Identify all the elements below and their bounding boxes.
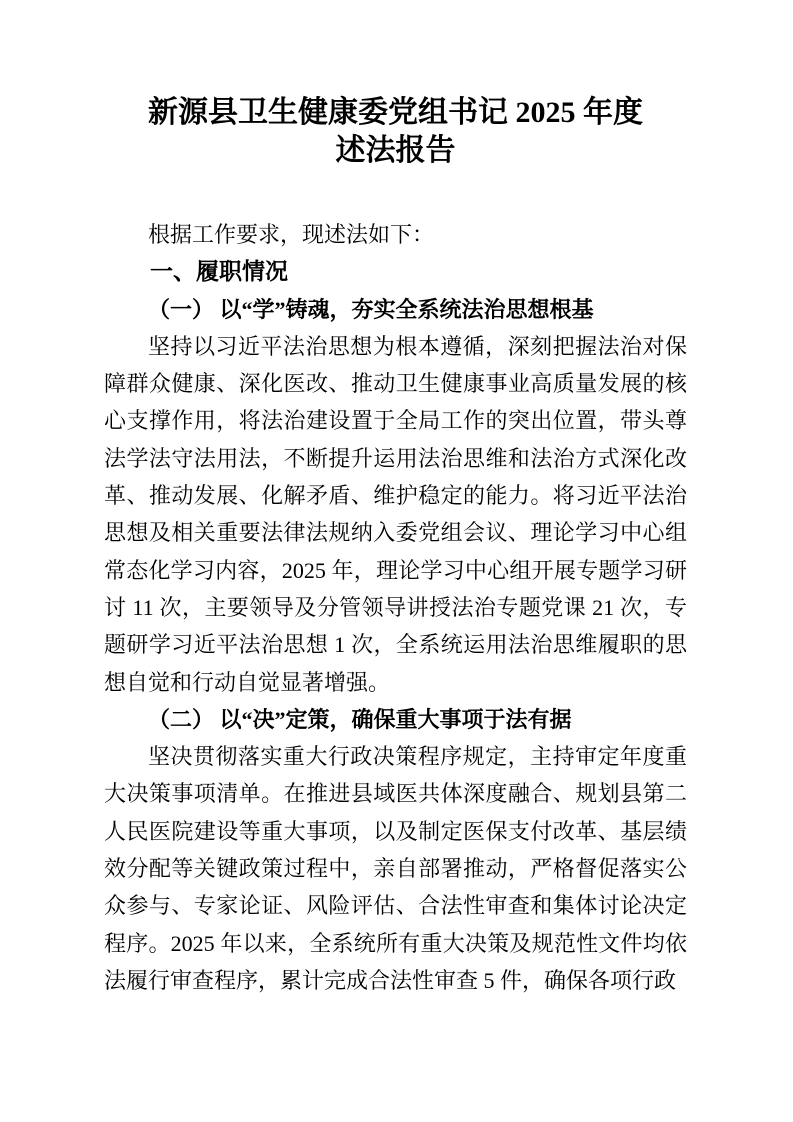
subsection-2-heading: （二） 以“决”定策，确保重大事项于法有据 <box>148 706 572 732</box>
subsection-1-heading: （一） 以“学”铸魂，夯实全系统法治思想根基 <box>148 296 594 322</box>
document-title-line2: 述法报告 <box>335 134 456 167</box>
subsection-2-paragraph: 坚决贯彻落实重大行政决策程序规定，主持审定年度重大决策事项清单。在推进县域医共体深度融合、规划县第二人民医院建设等重大事项，以及制定医保支付改革、基层绩效分配等关键政策过程中，亲自部署推动，严格督促落实公众参与、专家论证、风险评估、合法性审查和集体讨论决定程序。2025 年以来，全系统所有重大决策及规范性文件均依法履行审查程序，累计完成合法性审查 5 件，确保各项行政 <box>104 744 687 993</box>
intro-paragraph: 根据工作要求，现述法如下： <box>148 222 435 247</box>
subsection-1-paragraph: 坚持以习近平法治思想为根本遵循，深刻把握法治对保障群众健康、深化医改、推动卫生健康事业高质量发展的核心支撑作用，将法治建设置于全局工作的突出位置，带头尊法学法守法用法，不断提升运用法治思维和法治方式深化改革、推动发展、化解矛盾、维护稳定的能力。将习近平法治思想及相关重要法律法规纳入委党组会议、理论学习中心组常态化学习内容，2025 年，理论学习中心组开展专题学习研讨 11 次，主要领导及分管领导讲授法治专题党课 21 次，专题研学习近平法治思想 1 次，全系统运用法治思维履职的思想自觉和行动自觉显著增强。 <box>104 333 687 695</box>
document-title <box>104 94 687 170</box>
section-1-heading: 一、履职情况 <box>150 258 288 285</box>
document-title-line1: 新源县卫生健康委党组书记 2025 年度 <box>148 96 643 129</box>
